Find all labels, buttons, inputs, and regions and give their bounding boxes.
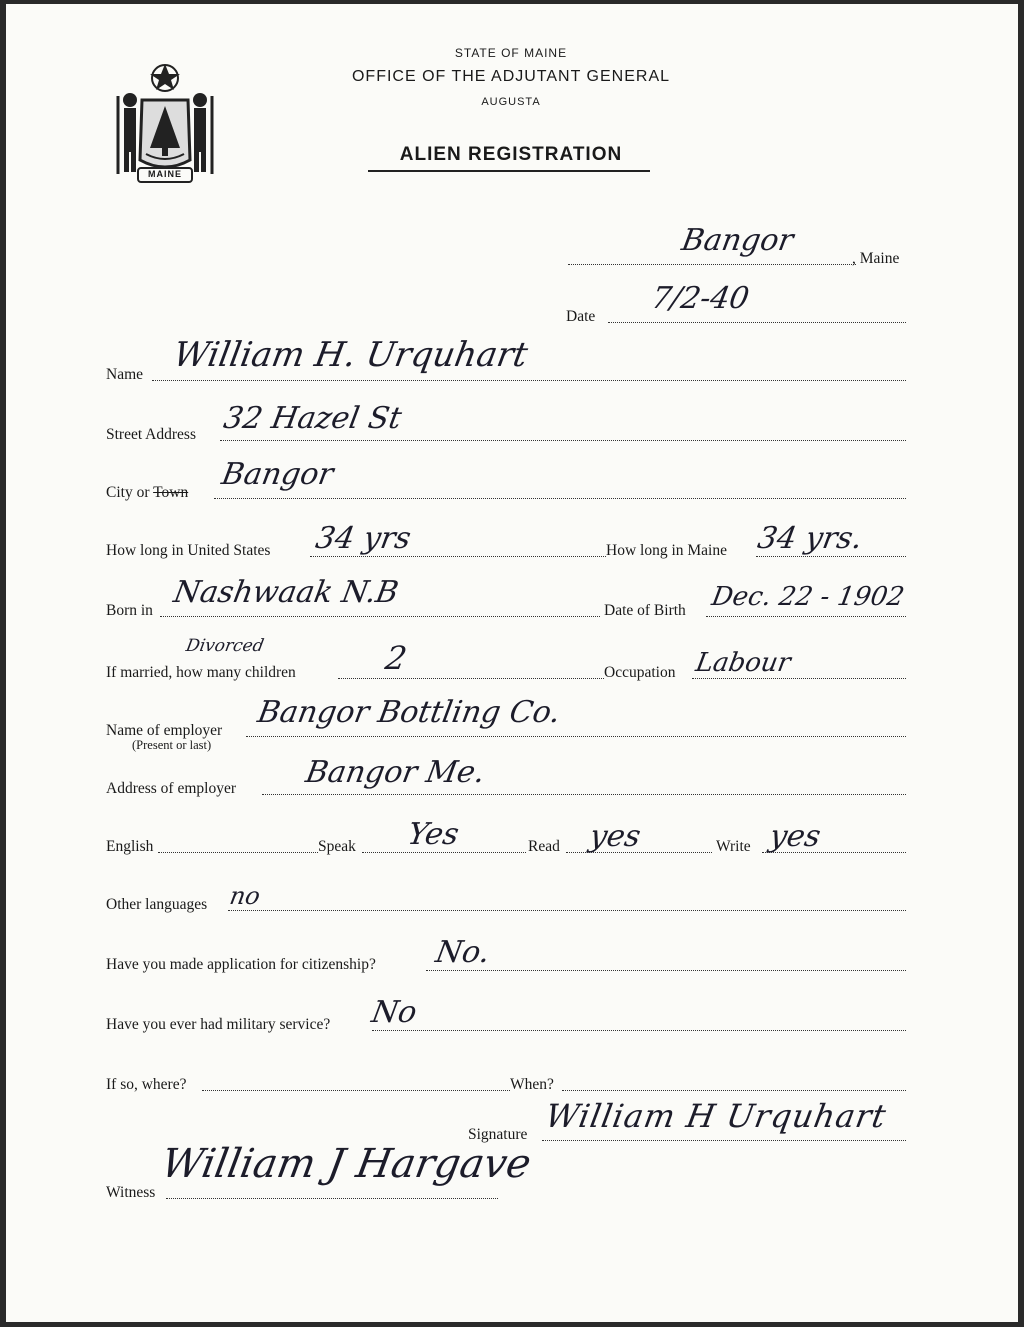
dob-value: Dec. 22 - 1902 [709, 582, 907, 612]
city-line [214, 498, 906, 499]
date-label: Date [566, 308, 596, 325]
years-us-label: How long in United States [106, 542, 271, 559]
other-languages-line [228, 910, 906, 911]
street-label: Street Address [106, 426, 196, 443]
other-languages-label: Other languages [106, 896, 208, 913]
registration-form [6, 4, 1018, 1322]
where-line [202, 1090, 510, 1091]
born-label: Born in [106, 602, 153, 619]
witness-line [166, 1198, 498, 1199]
name-label: Name [106, 366, 144, 383]
occupation-label: Occupation [604, 664, 676, 681]
military-line [372, 1030, 906, 1031]
where-label: If so, where? [106, 1076, 187, 1093]
witness-value: William J Hargave [157, 1141, 535, 1187]
marital-status: Divorced [184, 636, 266, 656]
employer-label: Name of employer [106, 722, 223, 739]
dob-label: Date of Birth [604, 602, 686, 619]
children-line [338, 678, 604, 679]
children-value: 2 [382, 639, 410, 677]
maine-seal-icon [110, 56, 220, 186]
speak-line [362, 852, 526, 853]
street-line [220, 440, 906, 441]
english-line [158, 852, 318, 853]
other-languages-value: no [227, 882, 263, 910]
signature-label: Signature [468, 1126, 528, 1143]
years-us-line [310, 556, 606, 557]
employer-value: Bangor Bottling Co. [255, 695, 564, 730]
form-title: ALIEN REGISTRATION [399, 144, 623, 165]
speak-label: Speak [318, 838, 356, 855]
years-maine-line [756, 556, 906, 557]
employer-address-label: Address of employer [106, 780, 236, 797]
write-label: Write [716, 838, 751, 855]
years-maine-label: How long in Maine [606, 542, 727, 559]
english-label: English [106, 838, 154, 855]
city-value: Bangor [219, 457, 337, 492]
date-line [608, 322, 906, 323]
employer-line [246, 736, 906, 737]
maine-suffix: , Maine [852, 250, 900, 267]
children-label: If married, how many children [106, 664, 296, 681]
occupation-line [692, 678, 906, 679]
signature-value: William H Urquhart [542, 1097, 890, 1135]
employer-sublabel: (Present or last) [132, 738, 212, 752]
speak-value: Yes [405, 817, 462, 852]
city-heading: AUGUSTA [481, 96, 541, 108]
occupation-value: Labour [693, 648, 793, 678]
years-maine-value: 34 yrs. [755, 521, 866, 556]
dob-line [706, 616, 906, 617]
office-heading: OFFICE OF THE ADJUTANT GENERAL [351, 68, 671, 85]
employer-address-value: Bangor Me. [303, 755, 488, 790]
citizenship-line [426, 970, 906, 971]
seal-banner: MAINE [148, 169, 182, 179]
military-label: Have you ever had military service? [106, 1016, 331, 1033]
when-line [562, 1090, 906, 1091]
signature-line [542, 1140, 906, 1141]
title-underline [368, 170, 650, 172]
city-label-struck: Town [153, 484, 189, 501]
born-line [160, 616, 600, 617]
read-value: yes [587, 819, 644, 854]
name-line [152, 380, 906, 381]
military-value: No [369, 995, 420, 1030]
write-value: yes [767, 819, 824, 854]
city-label-text: City or [106, 484, 150, 501]
read-label: Read [528, 838, 560, 855]
citizenship-label: Have you made application for citizenship? [106, 956, 376, 973]
name-value: William H. Urquhart [170, 335, 531, 375]
citizenship-value: No. [433, 935, 493, 970]
witness-label: Witness [106, 1184, 156, 1201]
street-value: 32 Hazel St [221, 401, 405, 436]
place-line [568, 264, 856, 265]
city-label [106, 484, 188, 502]
when-label: When? [510, 1076, 554, 1093]
date-value: 7/2-40 [649, 281, 752, 316]
born-value: Nashwaak N.B [171, 575, 402, 610]
years-us-value: 34 yrs [313, 521, 414, 556]
state-heading: STATE OF MAINE [454, 46, 568, 60]
place-value: Bangor [679, 223, 797, 258]
employer-address-line [262, 794, 906, 795]
